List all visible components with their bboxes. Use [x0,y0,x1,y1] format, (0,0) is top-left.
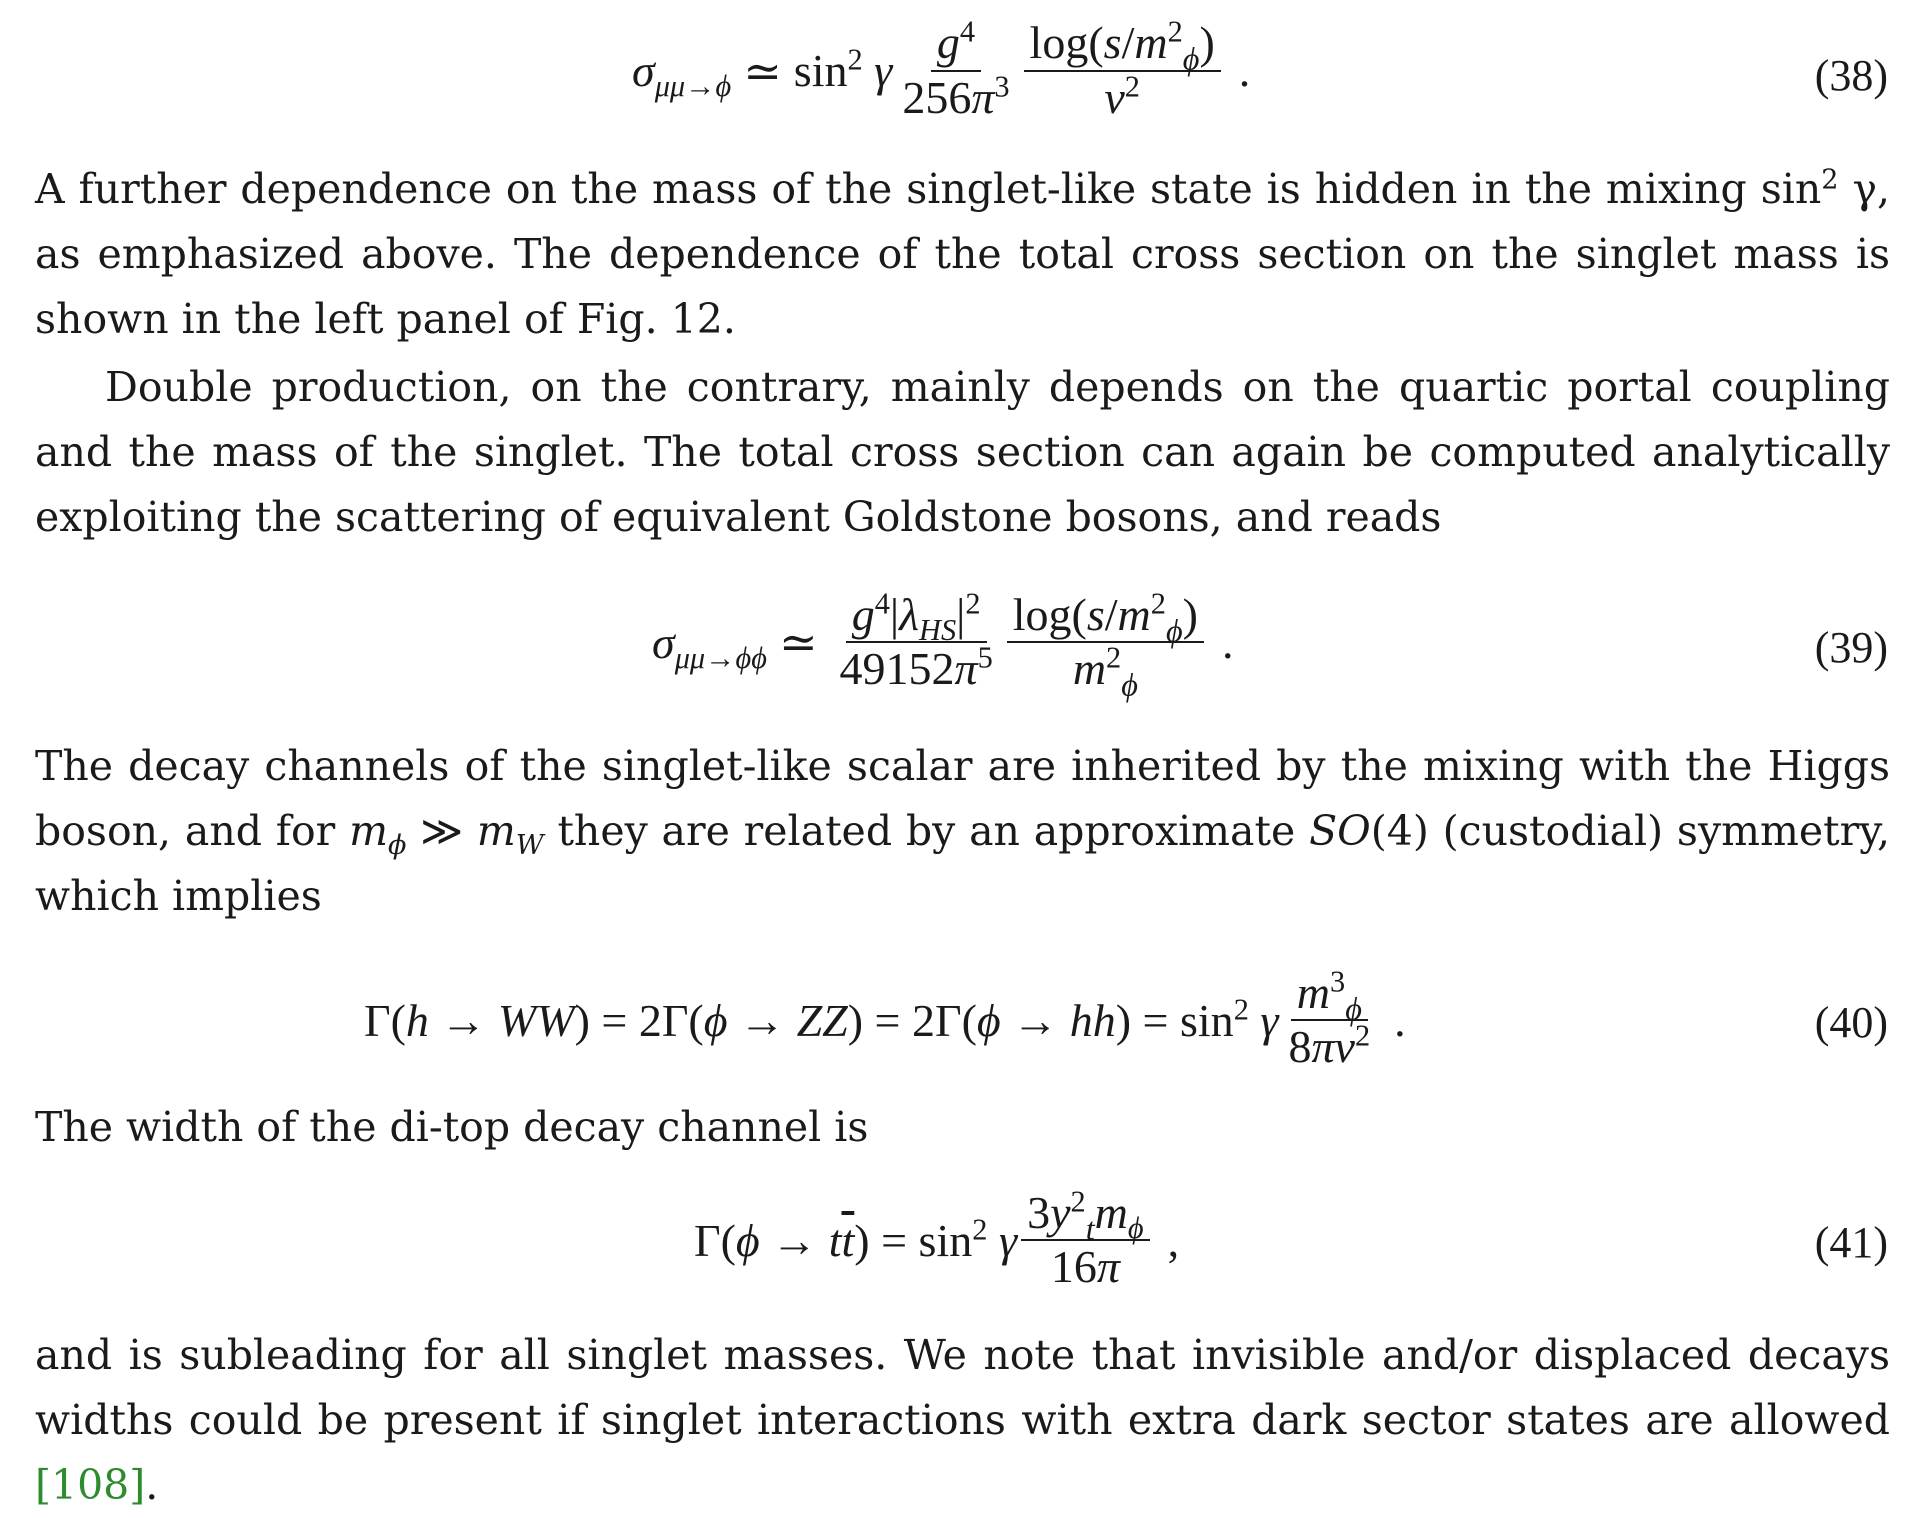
paragraph-4: The width of the di-top decay channel is [35,1103,869,1151]
equation-38: $\sigma_{\mu\mu\to\phi}$ ≃ $\sin^2 \gamma$ $\frac{g^4}{256\pi^3}$ $\frac{\log(s/m^2_\phi)}{v^2}$ . (38) [632,14,1888,123]
paragraph-5: and is subleading for all singlet masses. We note that invisible and/or displaced decays widths could be present if singlet interactions with extra dark sector states are allowed [108]. [35,1331,1890,1509]
equation-41: $\Gamma(\phi \to t\overline{t}) = \sin^2 \gamma$ $\frac{3y^2_tm_\phi}{16\pi}$ , (41) [694,1184,1888,1292]
equation-number-41: (41) [1814,1218,1888,1267]
equation-number-40: (40) [1814,998,1888,1047]
equation-number-39: (39) [1814,623,1888,672]
equation-number-38: (38) [1814,51,1888,100]
paragraph-2: Double production, on the contrary, mainly depends on the quartic portal coupling and the mass of the singlet. The total cross section can again be computed analytically exploiting the scattering of equivalent Goldstone bosons, and reads [35,363,1890,541]
paragraph-1: A further dependence on the mass of the singlet-like state is hidden in the mixing $\sin^2 \gamma$, as emphasized above. The dependence of the total cross section on the singlet mass is shown in the left panel of Fig. 12. [35,164,1890,343]
paragraph-3: The decay channels of the singlet-like scalar are inherited by the mixing with the Higgs boson, and for $m_\phi$ ≫ $m_W$ they are related by an approximate SO(4) (custodial) symmetry, which implies [35,742,1890,920]
equation-39: $\sigma_{\mu\mu\to\phi\phi}$ ≃ $\frac{g^4|\lambda_{HS}|^2}{49152\pi^5}$ $\frac{\log(s/m^2_\phi)}{m^2_\phi}$ . (39) [652,586,1888,703]
citation-link[interactable]: [108] [35,1461,146,1509]
equation-40: $\Gamma(h \to WW) = 2\Gamma(\phi \to ZZ) = 2\Gamma(\phi \to hh) = \sin^2 \gamma$ $\frac{m^3_\phi}{8\pi v^2}$ . (40) [364,964,1888,1072]
